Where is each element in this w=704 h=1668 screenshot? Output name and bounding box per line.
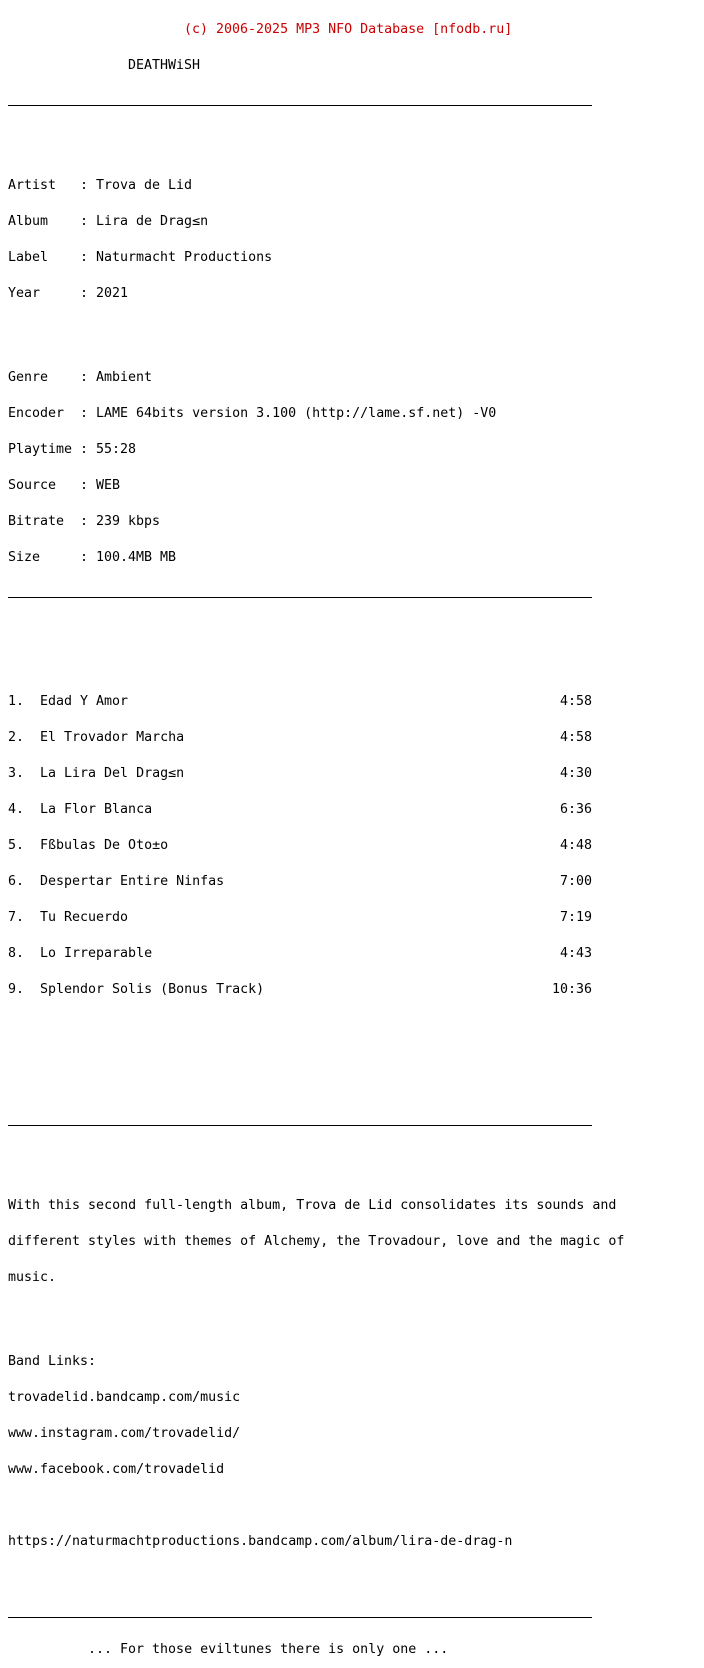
band-links-heading: Band Links:	[8, 1354, 97, 1369]
size-value: 100.4MB MB	[96, 550, 177, 565]
band-link-instagram	[8, 1428, 624, 1440]
track-row: 6. Despertar Entire Ninfas 7:00	[8, 874, 592, 889]
track-duration: 4:43	[559, 946, 592, 961]
track-title: Lo Irreparable	[40, 946, 153, 961]
tech-bitrate: Bitrate : 239 kbps	[8, 514, 161, 529]
track-title: Fßbulas De Oto±o	[40, 838, 169, 853]
playtime-value: 55:28	[96, 442, 137, 457]
info-year: Year : 2021	[8, 286, 129, 301]
band-link-facebook	[8, 1464, 624, 1476]
track-title: Despertar Entire Ninfas	[40, 874, 225, 889]
divider	[8, 96, 624, 108]
year-value: 2021	[96, 286, 129, 301]
tech-genre: Genre : Ambient	[8, 370, 153, 385]
encoder-value: LAME 64bits version 3.100 (http://lame.sf.net) -V0	[96, 406, 497, 421]
track-row: 8. Lo Irreparable 4:43	[8, 946, 592, 961]
footer-tagline	[8, 1644, 624, 1656]
info-label: Label : Naturmacht Productions	[8, 250, 273, 265]
track-title: La Flor Blanca	[40, 802, 153, 817]
track-row: 4. La Flor Blanca 6:36	[8, 802, 592, 817]
track-duration: 4:48	[559, 838, 592, 853]
label-value: Naturmacht Productions	[96, 250, 273, 265]
credit-text: (c) 2006-2025 MP3 NFO Database [nfodb.ru]	[184, 22, 513, 37]
track-row: 9. Splendor Solis (Bonus Track) 10:36	[8, 982, 592, 997]
track-duration: 4:58	[559, 694, 592, 709]
bitrate-value: 239 kbps	[96, 514, 161, 529]
track-row: 1. Edad Y Amor 4:58	[8, 694, 592, 709]
divider	[8, 1608, 624, 1620]
track-title: Edad Y Amor	[40, 694, 129, 709]
band-link-bandcamp	[8, 1392, 624, 1404]
tech-source: Source : WEB	[8, 478, 121, 493]
description-line: music.	[8, 1270, 57, 1285]
description-line: With this second full-length album, Trova de Lid consolidates its sounds and	[8, 1198, 617, 1213]
artist-value: Trova de Lid	[96, 178, 193, 193]
tech-playtime: Playtime : 55:28	[8, 442, 137, 457]
album-url-line	[8, 1536, 624, 1548]
description-line: different styles with themes of Alchemy, the Trovadour, love and the magic of	[8, 1234, 625, 1249]
info-artist: Artist : Trova de Lid	[8, 178, 193, 193]
bandcamp-link[interactable]: trovadelid.bandcamp.com/music	[8, 1390, 241, 1405]
facebook-link[interactable]: www.facebook.com/trovadelid	[8, 1462, 225, 1477]
tagline-text: ... For those eviltunes there is only one ...	[88, 1642, 449, 1657]
track-duration: 4:58	[559, 730, 592, 745]
track-row: 2. El Trovador Marcha 4:58	[8, 730, 592, 745]
group-name: DEATHWiSH	[128, 58, 201, 73]
tracklist	[8, 672, 624, 1020]
nfo-document	[8, 0, 624, 1668]
track-row: 5. Fßbulas De Oto±o 4:48	[8, 838, 592, 853]
nfo-credit	[8, 24, 624, 36]
track-duration: 6:36	[559, 802, 592, 817]
divider	[8, 588, 624, 600]
tech-encoder: Encoder : LAME 64bits version 3.100 (http://lame.sf.net) -V0	[8, 406, 497, 421]
track-title: El Trovador Marcha	[40, 730, 185, 745]
genre-value: Ambient	[96, 370, 153, 385]
track-title: La Lira Del Drag≤n	[40, 766, 185, 781]
instagram-link[interactable]: www.instagram.com/trovadelid/	[8, 1426, 241, 1441]
album-url-link[interactable]: https://naturmachtproductions.bandcamp.com/album/lira-de-drag-n	[8, 1534, 513, 1549]
track-row: 7. Tu Recuerdo 7:19	[8, 910, 592, 925]
track-duration: 7:19	[559, 910, 592, 925]
track-duration: 10:36	[551, 982, 592, 997]
track-duration: 4:30	[559, 766, 592, 781]
album-value: Lira de Drag≤n	[96, 214, 209, 229]
divider	[8, 1116, 624, 1128]
tech-size: Size : 100.4MB MB	[8, 550, 177, 565]
source-value: WEB	[96, 478, 121, 493]
info-album: Album : Lira de Drag≤n	[8, 214, 209, 229]
track-duration: 7:00	[559, 874, 592, 889]
track-title: Splendor Solis (Bonus Track)	[40, 982, 265, 997]
release-group	[8, 60, 624, 72]
track-row: 3. La Lira Del Drag≤n 4:30	[8, 766, 592, 781]
track-title: Tu Recuerdo	[40, 910, 129, 925]
